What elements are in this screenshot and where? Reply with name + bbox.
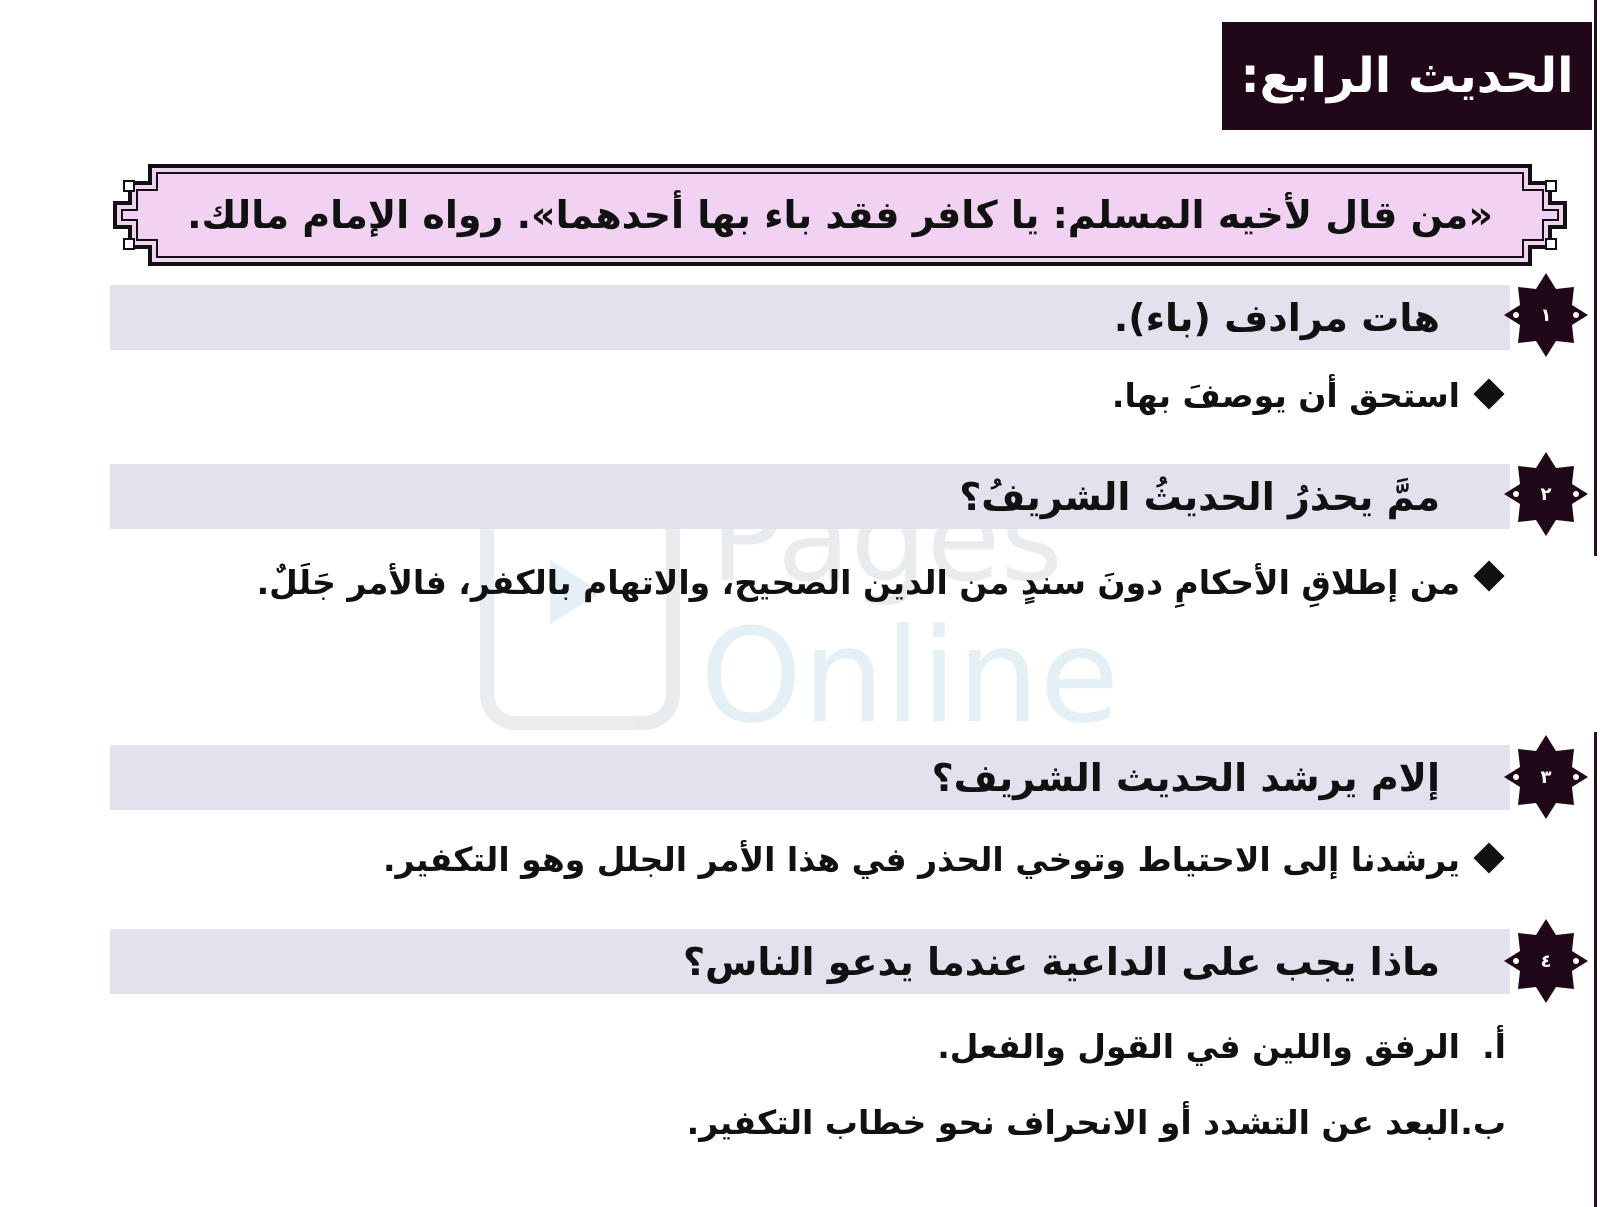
bullet-diamond-icon (1473, 560, 1504, 591)
question-number-badge-3 (1504, 735, 1588, 819)
list-item-text: الرفق واللين في القول والفعل. (937, 1027, 1460, 1066)
section-title: الحديث الرابع: (1222, 22, 1592, 130)
bullet-diamond-icon (1473, 842, 1504, 873)
question-number-badge-2 (1504, 452, 1588, 536)
right-edge-rule-gap (1594, 556, 1597, 732)
watermark-text-pages: Pages (710, 470, 1064, 609)
question-text-4: ماذا يجب على الداعية عندما يدعو الناس؟ (682, 939, 1440, 984)
question-text-1: هات مرادف (باء). (1113, 295, 1440, 340)
question-number-4: ٤ (1540, 950, 1552, 972)
answer-text-1: استحق أن يوصفَ بها. (1111, 376, 1460, 415)
list-item-letter: ب. (1460, 1103, 1506, 1142)
question-text-2: ممَّ يحذرُ الحديثُ الشريفُ؟ (959, 474, 1440, 519)
question-number-2: ٢ (1540, 483, 1552, 505)
list-item-text: البعد عن التشدد أو الانحراف نحو خطاب التكفير. (686, 1103, 1460, 1142)
answer-text-3: يرشدنا إلى الاحتياط وتوخي الحذر في هذا الأمر الجلل وهو التكفير. (382, 840, 1460, 879)
question-number-3: ٣ (1540, 766, 1552, 788)
question-number-badge-4 (1504, 919, 1588, 1003)
hadith-frame (112, 163, 1568, 267)
answer-text-2: من إطلاقِ الأحكامِ دونَ سندٍ من الدين الصحيح، والاتهام بالكفر، فالأمر جَلَلٌ. (256, 563, 1460, 602)
question-number-1: ١ (1540, 304, 1552, 326)
watermark-text-online: Online (700, 600, 1120, 752)
hadith-text: «من قال لأخيه المسلم: يا كافر فقد باء بها أحدهما». رواه الإمام مالك. (187, 193, 1493, 237)
question-text-3: إلام يرشد الحديث الشريف؟ (931, 755, 1440, 800)
list-item-letter: أ. (1482, 1027, 1506, 1066)
bullet-diamond-icon (1473, 378, 1504, 409)
question-number-badge-1 (1504, 273, 1588, 357)
